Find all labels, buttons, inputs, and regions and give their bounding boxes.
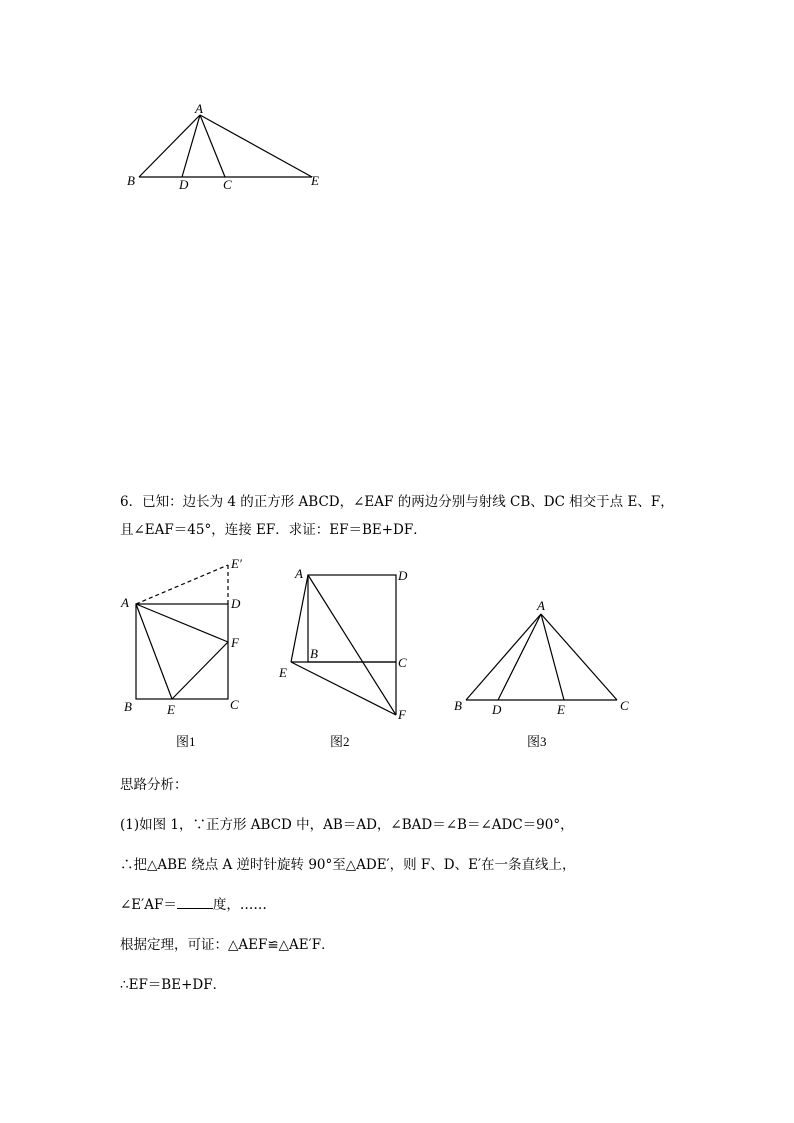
analysis-step-3 (120, 893, 267, 913)
fig1-label-E: E (167, 702, 175, 717)
square-ABCD (136, 604, 228, 699)
line-AC (200, 115, 225, 177)
fig2-label-E: E (279, 665, 287, 680)
square-ABCD (308, 575, 396, 662)
problem-line-2: 且∠EAF＝45°，连接 EF．求证：EF＝BE+DF． (120, 522, 427, 538)
analysis-step-5: ∴EF＝BE+DF． (120, 977, 227, 993)
label-D: D (179, 177, 189, 192)
analysis-heading: 思路分析： (120, 777, 188, 793)
fig3-caption: 图3 (527, 734, 547, 749)
fig3-label-B: B (454, 698, 462, 713)
label-C: C (223, 177, 232, 192)
fig1-label-F: F (231, 635, 239, 650)
fig2-label-C: C (398, 655, 407, 670)
line-AF (308, 575, 396, 715)
line-AD (498, 614, 541, 700)
top-triangle-figure (139, 115, 312, 177)
fig1-label-Eprime: E′ (231, 556, 242, 571)
line-AF (136, 604, 228, 642)
analysis-step-1: (1)如图 1，∵正方形 ABCD 中，AB＝AD，∠BAD＝∠B＝∠ADC＝90°， (120, 817, 574, 833)
fig3-label-E: E (557, 702, 565, 717)
fig1-label-B: B (124, 699, 132, 714)
label-A: A (195, 101, 203, 116)
fig3-label-A: A (537, 598, 545, 613)
label-E: E (311, 173, 319, 188)
fig3-label-C: C (620, 698, 629, 713)
figure-1 (136, 565, 228, 699)
line-AE (200, 115, 312, 177)
label-B: B (127, 173, 135, 188)
step-3-prefix: ∠E′AF＝ (120, 897, 177, 913)
answer-blank[interactable] (177, 896, 213, 909)
fig2-label-A: A (295, 566, 303, 581)
dashed-AEprime (136, 565, 228, 604)
line-AE (136, 604, 172, 699)
fig2-label-F: F (398, 707, 406, 722)
line-EF (291, 662, 396, 715)
fig3-label-D: D (492, 702, 502, 717)
analysis-step-2: ∴把△ABE 绕点 A 逆时针旋转 90°至△ADE′，则 F、D、E′在一条直线上， (120, 857, 576, 873)
figure-3 (466, 614, 617, 700)
fig1-caption: 图1 (176, 734, 196, 749)
fig1-label-D: D (231, 596, 241, 611)
fig2-label-D: D (398, 568, 408, 583)
figure-2 (291, 575, 396, 715)
line-AE (291, 575, 308, 662)
step-3-suffix: 度，…… (212, 897, 267, 913)
line-EF (172, 642, 228, 699)
fig1-label-A: A (121, 595, 129, 610)
fig2-label-B: B (310, 646, 318, 661)
problem-line-1: 6．已知：边长为 4 的正方形 ABCD，∠EAF 的两边分别与射线 CB、DC 相交于点 E、F， (120, 494, 674, 510)
analysis-step-4: 根据定理，可证：△AEF≌△AE′F． (120, 937, 335, 953)
line-AB (466, 614, 541, 700)
fig2-caption: 图2 (330, 734, 350, 749)
fig1-label-C: C (230, 697, 239, 712)
